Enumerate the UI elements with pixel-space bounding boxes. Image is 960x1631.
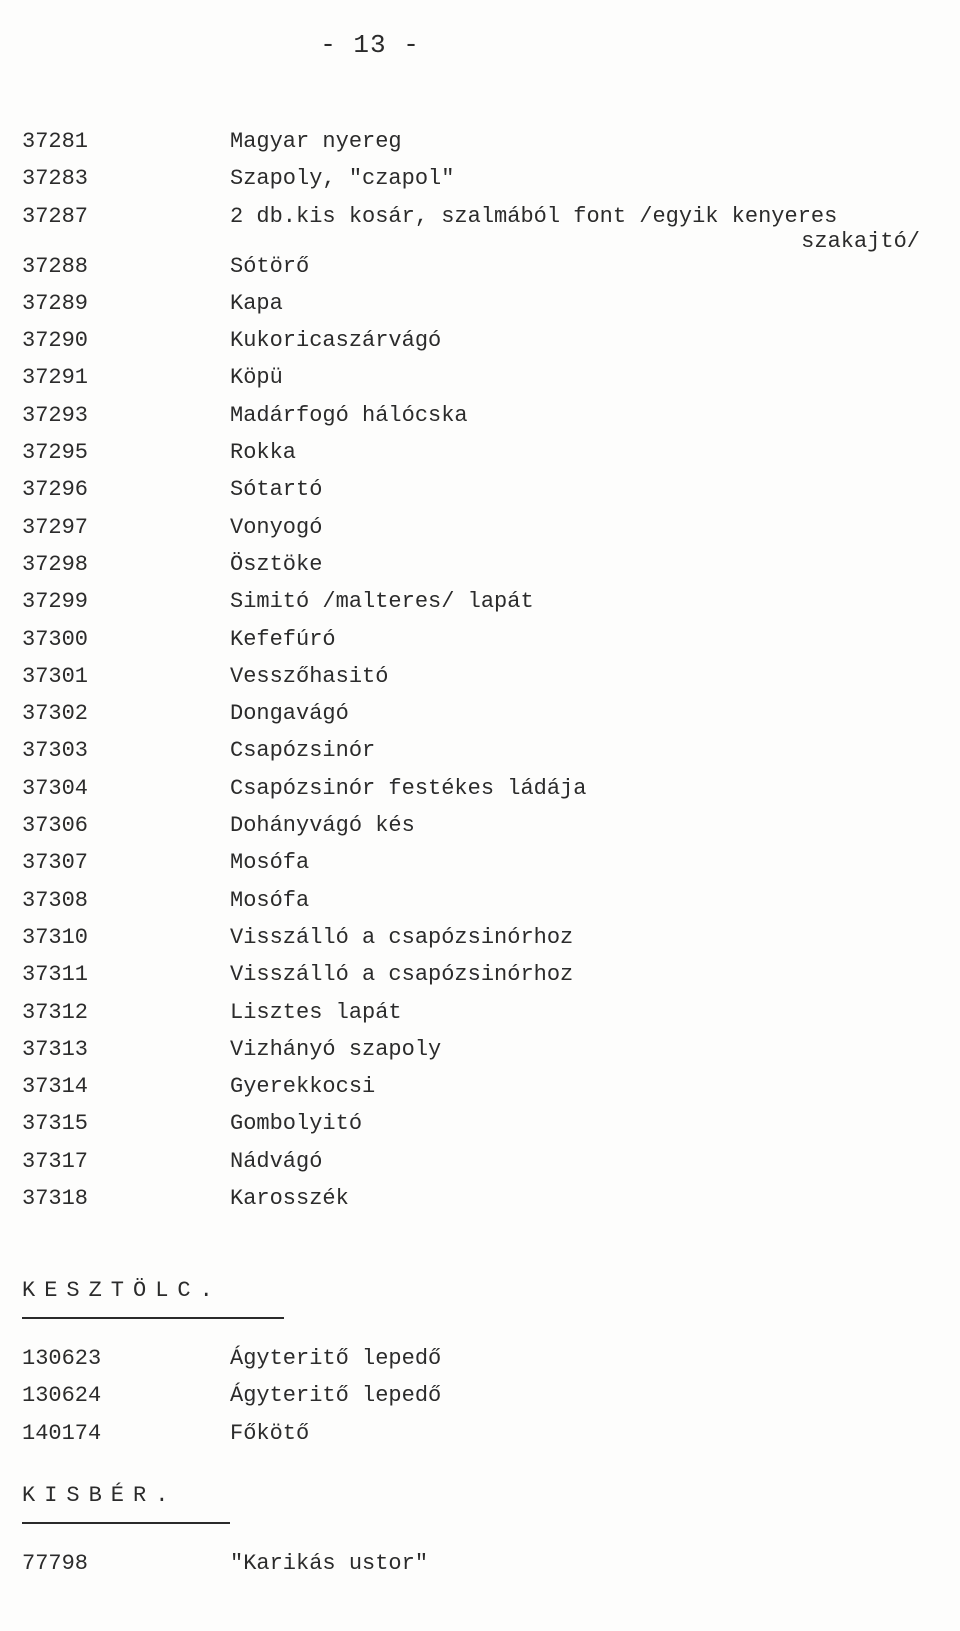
item-description: Karosszék (230, 1186, 349, 1212)
inventory-number: 37314 (22, 1074, 89, 1100)
list-item (22, 1382, 942, 1419)
list-item (22, 700, 942, 737)
inventory-number: 37303 (22, 738, 89, 764)
item-description: Nádvágó (230, 1148, 323, 1174)
item-description: Vonyogó (230, 514, 323, 540)
list-item (22, 253, 942, 290)
item-description: Főkötő (230, 1420, 310, 1446)
item-description: Gyerekkocsi (230, 1074, 376, 1100)
inventory-number: 37288 (22, 253, 89, 279)
section-item-list (22, 1345, 942, 1457)
section-underline (22, 1317, 284, 1319)
list-item (22, 1148, 942, 1185)
item-description: Kukoricaszárvágó (230, 328, 442, 354)
list-item (22, 812, 942, 849)
list-item (22, 663, 942, 700)
item-description: Vesszőhasitó (230, 663, 389, 689)
inventory-number: 37290 (22, 328, 89, 354)
inventory-number: 37307 (22, 850, 89, 876)
item-description: Ágyteritő lepedő (230, 1346, 442, 1371)
list-item (22, 1036, 942, 1073)
list-item (22, 439, 942, 476)
item-description: Lisztes lapát (230, 999, 402, 1025)
inventory-number: 37311 (22, 962, 89, 988)
list-item (22, 588, 942, 625)
list-item (22, 165, 942, 202)
inventory-number: 37302 (22, 701, 89, 727)
inventory-number: 37306 (22, 813, 89, 839)
item-description: Köpü (230, 365, 283, 391)
inventory-number: 37312 (22, 999, 89, 1025)
list-item (22, 203, 942, 253)
item-description: Magyar nyereg (230, 129, 402, 154)
item-description: Gombolyitó (230, 1111, 363, 1137)
item-description: Kefefúró (230, 626, 336, 652)
item-description: Rokka (230, 440, 297, 466)
inventory-number: 77798 (22, 1551, 89, 1576)
item-description: Visszálló a csapózsinórhoz (230, 962, 574, 988)
inventory-number: 130624 (22, 1383, 102, 1409)
list-item (22, 1345, 942, 1382)
inventory-number: 37301 (22, 663, 89, 689)
section-heading-kesztolc (22, 1278, 284, 1319)
inventory-number: 37289 (22, 290, 89, 316)
list-item (22, 1185, 942, 1222)
inventory-number: 37310 (22, 924, 89, 950)
list-item (22, 924, 942, 961)
item-description: Ágyteritő lepedő (230, 1383, 442, 1409)
list-item (22, 887, 942, 924)
item-description: Dohányvágó kés (230, 813, 415, 839)
section-title: KISBÉR. (22, 1483, 178, 1508)
list-item (22, 849, 942, 886)
item-description: Mosófa (230, 850, 310, 876)
section-item-list (22, 1550, 942, 1587)
inventory-number: 37291 (22, 365, 89, 391)
item-description: Simitó /malteres/ lapát (230, 589, 534, 615)
list-item (22, 551, 942, 588)
inventory-number: 140174 (22, 1420, 102, 1446)
item-description: Madárfogó hálócska (230, 402, 468, 428)
item-description: "Karikás ustor" (230, 1551, 429, 1576)
page-number: - 13 - (320, 30, 420, 60)
inventory-number: 37298 (22, 551, 89, 577)
item-description: Sótartó (230, 477, 323, 503)
list-item (22, 775, 942, 812)
main-item-list (22, 128, 942, 1222)
item-description: Csapózsinór (230, 738, 376, 764)
list-item (22, 290, 942, 327)
item-description: 2 db.kis kosár, szalmából font /egyik kenyeres (230, 203, 838, 229)
item-description: Vizhányó szapoly (230, 1036, 442, 1062)
item-description: Mosófa (230, 887, 310, 913)
inventory-number: 37318 (22, 1186, 89, 1212)
section-title: KESZTÖLC. (22, 1278, 222, 1303)
list-item (22, 364, 942, 401)
list-item (22, 1550, 942, 1587)
inventory-number: 37299 (22, 589, 89, 615)
list-item (22, 1420, 942, 1457)
inventory-number: 37295 (22, 440, 89, 466)
list-item (22, 327, 942, 364)
list-item (22, 402, 942, 439)
inventory-number: 37281 (22, 129, 89, 154)
list-item (22, 514, 942, 551)
list-item (22, 737, 942, 774)
list-item (22, 128, 942, 165)
item-description: Dongavágó (230, 701, 349, 727)
list-item (22, 961, 942, 998)
item-description: Szapoly, "czapol" (230, 166, 455, 192)
inventory-number: 37300 (22, 626, 89, 652)
item-description: Kapa (230, 290, 283, 316)
item-description-continuation: szakajtó/ (801, 228, 920, 254)
inventory-number: 37317 (22, 1148, 89, 1174)
inventory-number: 37313 (22, 1036, 89, 1062)
item-description: Csapózsinór festékes ládája (230, 775, 587, 801)
list-item (22, 1073, 942, 1110)
inventory-number: 37296 (22, 477, 89, 503)
inventory-number: 37297 (22, 514, 89, 540)
list-item (22, 476, 942, 513)
inventory-number: 37308 (22, 887, 89, 913)
item-description: Ösztöke (230, 551, 323, 577)
inventory-number: 37304 (22, 775, 89, 801)
inventory-number: 37293 (22, 402, 89, 428)
inventory-number: 37315 (22, 1111, 89, 1137)
inventory-number: 130623 (22, 1346, 102, 1371)
inventory-number: 37287 (22, 203, 89, 229)
list-item (22, 626, 942, 663)
section-underline (22, 1522, 230, 1524)
list-item (22, 1110, 942, 1147)
inventory-number: 37283 (22, 166, 89, 192)
item-description: Sótörő (230, 253, 310, 279)
list-item (22, 999, 942, 1036)
section-heading-kisber (22, 1483, 230, 1524)
item-description: Visszálló a csapózsinórhoz (230, 924, 574, 950)
